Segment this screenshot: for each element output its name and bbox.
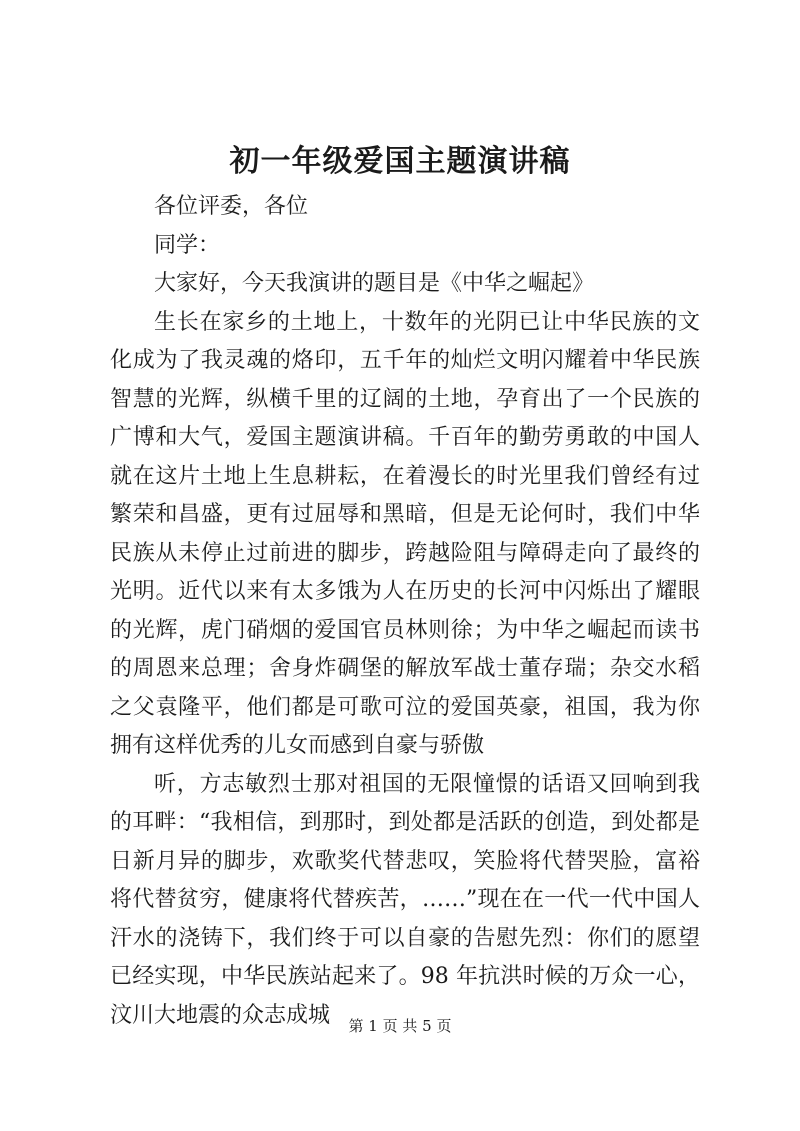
- page-footer: 第 1 页 共 5 页: [348, 1017, 452, 1035]
- paragraph-body-2: 听，方志敏烈士那对祖国的无限憧憬的话语又回响到我的耳畔：“我相信，到那时，到处都是活跃的创造，到处都是日新月异的脚步，欢歌奖代替悲叹，笑脸将代替哭脸，富裕将代替贫穷，健康将代替疾苦，……”现在在一代一代中国人汗水的浇铸下，我们终于可以自豪的告慰先烈：你们的愿望已经实现，中华民族站起来了。98 年抗洪时候的万众一心，汶川大地震的众志成城: [110, 771, 700, 1028]
- paragraph-greeting: 各位评委，各位: [154, 194, 309, 219]
- paragraph-audience: 同学：: [154, 232, 221, 258]
- document-body: [110, 188, 700, 1035]
- paragraph-body-1: 生长在家乡的土地上，十数年的光阴已让中华民族的文化成为了我灵魂的烙印，五千年的灿烂文明闪耀着中华民族智慧的光辉，纵横千里的辽阔的土地，孕育出了一个民族的广博和大气，爱国主题演讲稿。千百年的勤劳勇敢的中国人就在这片土地上生息耕耘，在着漫长的时光里我们曾经有过繁荣和昌盛，更有过屈辱和黑暗，但是无论何时，我们中华民族从未停止过前进的脚步，跨越险阻与障碍走向了最终的光明。近代以来有太多饿为人在历史的长河中闪烁出了耀眼的光辉，虎门硝烟的爱国官员林则徐；为中华之崛起而读书的周恩来总理；舍身炸碉堡的解放军战士董存瑞；杂交水稻之父袁隆平，他们都是可歌可泣的爱国英豪，祖国，我为你拥有这样优秀的儿女而感到自豪与骄傲: [110, 309, 700, 758]
- document-title: 初一年级爱国主题演讲稿: [229, 144, 571, 179]
- paragraph-topic: 大家好，今天我演讲的题目是《中华之崛起》: [154, 271, 595, 296]
